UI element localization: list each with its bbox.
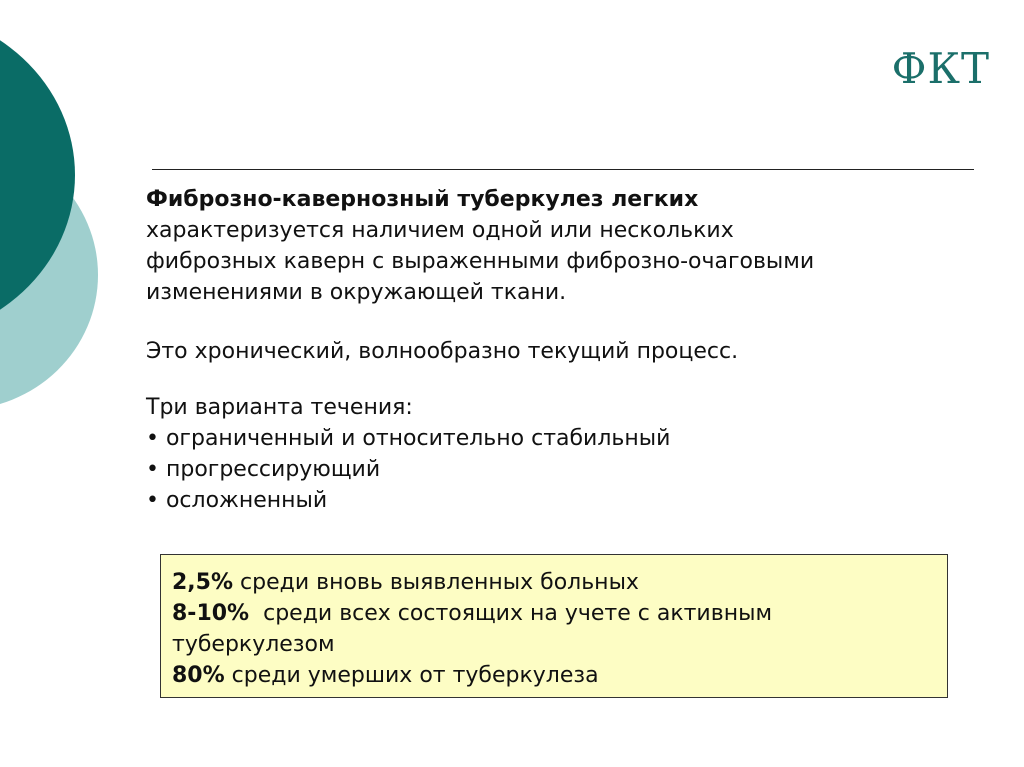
stat-text: среди всех состоящих на учете с активным: [249, 601, 773, 626]
variants-heading: Три варианта течения:: [146, 395, 413, 420]
slide-body: [146, 184, 986, 516]
definition-line-1: характеризуется наличием одной или нескольких: [146, 218, 734, 243]
definition-line-3: изменениями в окружающей ткани.: [146, 280, 567, 305]
stat-line: [172, 660, 936, 691]
variant-item: • прогрессирующий: [146, 457, 381, 482]
definition-line-2: фиброзных каверн с выраженными фиброзно-очаговыми: [146, 249, 815, 274]
stat-text: среди вновь выявленных больных: [233, 570, 639, 595]
definition-term: Фиброзно-кавернозный туберкулез легких: [146, 187, 699, 212]
stat-line: [172, 598, 936, 629]
variant-item: • осложненный: [146, 488, 328, 513]
stat-value: 2,5%: [172, 570, 234, 595]
stat-line: [172, 567, 936, 598]
statistics-box: [160, 554, 948, 698]
chronic-statement: Это хронический, волнообразно текущий процесс.: [146, 339, 739, 364]
stat-value: 80%: [172, 663, 225, 688]
slide-title: ФКТ: [891, 44, 990, 93]
stat-line-continuation: туберкулезом: [172, 632, 335, 657]
stat-text: среди умерших от туберкулеза: [224, 663, 599, 688]
stat-value: 8-10%: [172, 601, 250, 626]
title-divider: [152, 169, 974, 170]
variant-item: • ограниченный и относительно стабильный: [146, 426, 671, 451]
